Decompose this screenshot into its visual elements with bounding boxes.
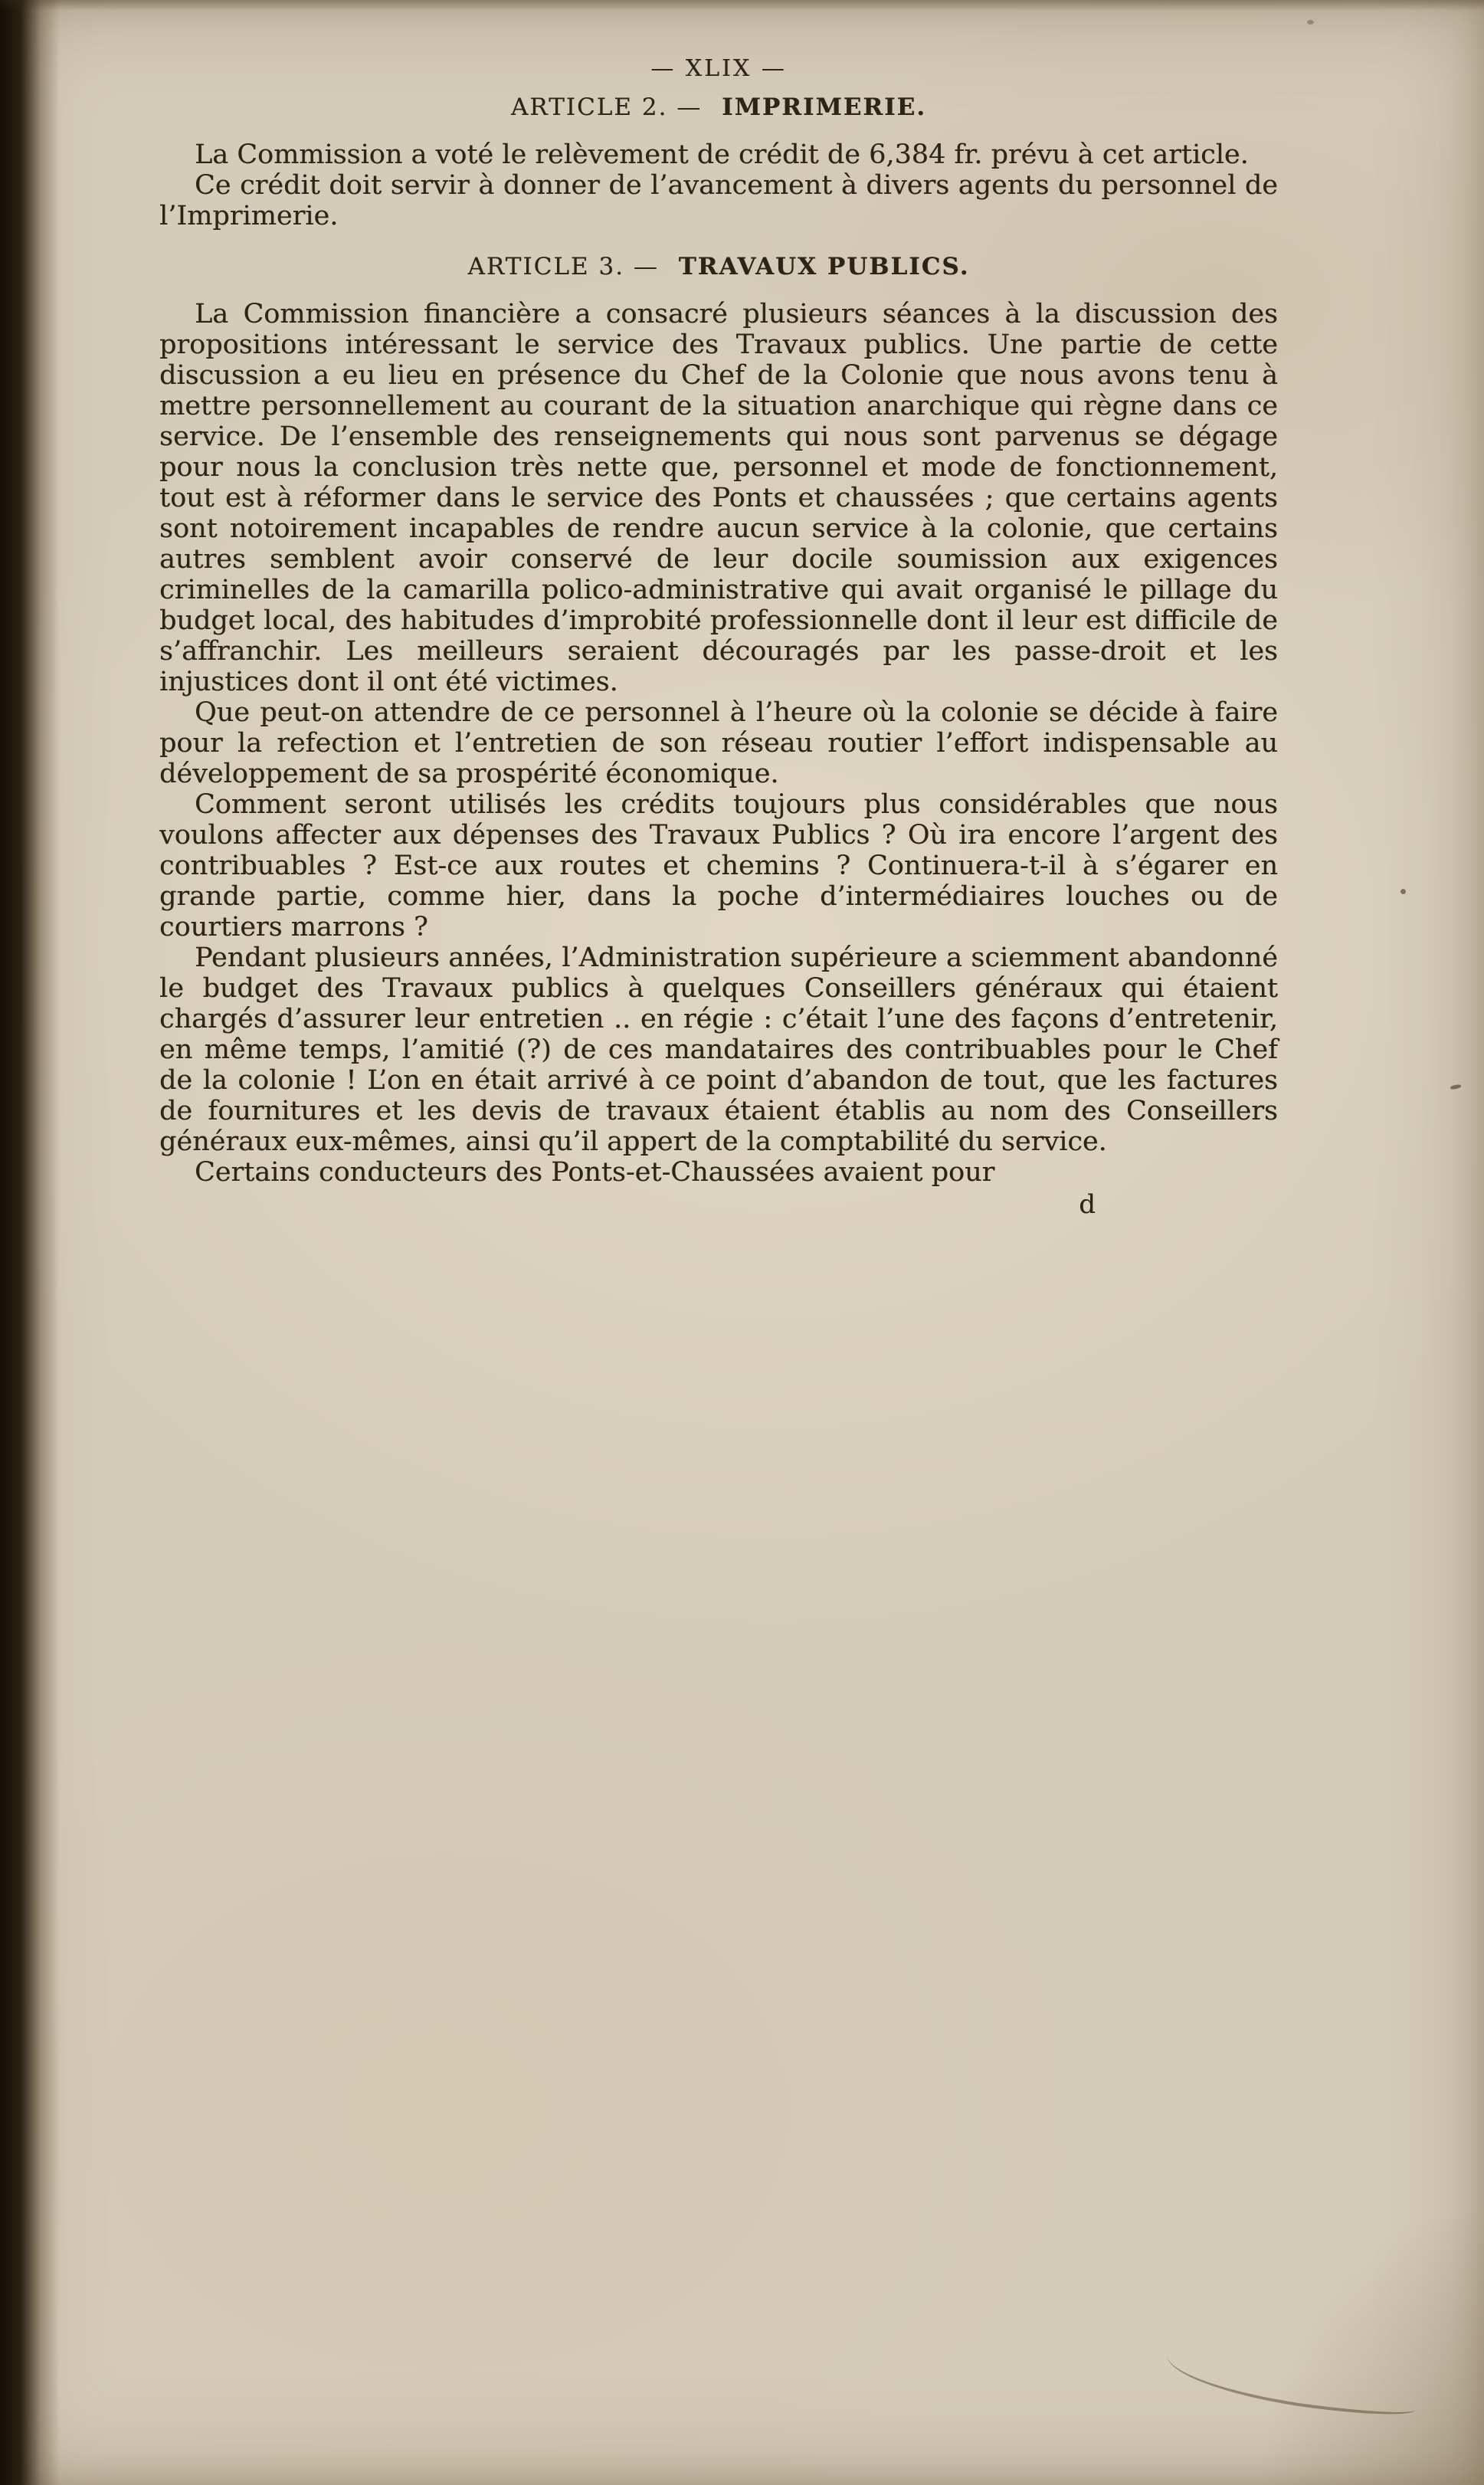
paragraph: Ce crédit doit servir à donner de l’avancement à divers agents du personnel de l’Imprimerie. xyxy=(159,170,1278,231)
article-2-label: ARTICLE 2. — xyxy=(510,93,703,121)
article-3-title: TRAVAUX PUBLICS. xyxy=(678,253,970,280)
paragraph: Pendant plusieurs années, l’Administration supérieure a sciemment abandonné le budget des Travaux publics à quelques Conseillers généraux qui étaient chargés d’assurer leur entretien .. en régie : c’était l’une des façons d’entretenir, en même temps, l’amitié (?) de ces mandataires des contribuables pour le Chef de la colonie ! L’on en était arrivé à ce point d’abandon de tout, que les factures de fournitures et les devis de travaux étaient établis au nom des Conseillers généraux eux-mêmes, ainsi qu’il appert de la comptabilité du service. xyxy=(159,943,1278,1157)
page-number: — XLIX — xyxy=(650,55,787,82)
paragraph: Comment seront utilisés les crédits toujours plus considérables que nous voulons affecter aux dépenses des Travaux Publics ? Où ira encore l’argent des contribuables ? Est-ce aux routes et chemins ? Continuera-t-il à s’égarer en grande partie, comme hier, dans la poche d’intermédiaires louches ou de courtiers marrons ? xyxy=(159,789,1278,943)
bottom-corner-shadow xyxy=(1162,2087,1484,2485)
article-3-label: ARTICLE 3. — xyxy=(467,253,659,280)
article-2-title: IMPRIMERIE. xyxy=(722,93,927,121)
catchword: d xyxy=(1079,1189,1096,1220)
page-text-block xyxy=(159,54,1278,1220)
paragraph: Que peut-on attendre de ce personnel à l’heure où la colonie se décide à faire pour la refection et l’entretien de son réseau routier l’effort indispensable au développement de sa prospérité économique. xyxy=(159,697,1278,789)
scan-speck xyxy=(1400,889,1406,894)
paragraph: La Commission a voté le relèvement de crédit de 6,384 fr. prévu à cet article. xyxy=(195,139,1249,170)
paragraph: Certains conducteurs des Ponts-et-Chaussées avaient pour xyxy=(195,1157,995,1188)
left-binding-shadow xyxy=(0,0,60,2485)
top-edge-shadow xyxy=(0,0,1484,11)
paragraph: La Commission financière a consacré plusieurs séances à la discussion des propositions intéressant le service des Travaux publics. Une partie de cette discussion a eu lieu en présence du Chef de la Colonie que nous avons tenu à mettre personnellement au courant de la situation anarchique qui règne dans ce service. De l’ensemble des renseignements qui nous sont parvenus se dégage pour nous la conclusion très nette que, personnel et mode de fonctionnement, tout est à réformer dans le service des Ponts et chaussées ; que certains agents sont notoirement incapables de rendre aucun service à la colonie, que certains autres semblent avoir conservé de leur docile soumission aux exigences criminelles de la camarilla polico-administrative qui avait organisé le pillage du budget local, des habitudes d’improbité professionnelle dont il leur est difficile de s’affranchir. Les meilleurs seraient découragés par les passe-droit et les injustices dont il ont été victimes. xyxy=(159,299,1278,697)
article-3-heading xyxy=(159,251,1278,282)
article-2-heading xyxy=(159,92,1278,123)
scan-speck xyxy=(1450,1084,1462,1090)
scan-speck xyxy=(1307,20,1314,25)
